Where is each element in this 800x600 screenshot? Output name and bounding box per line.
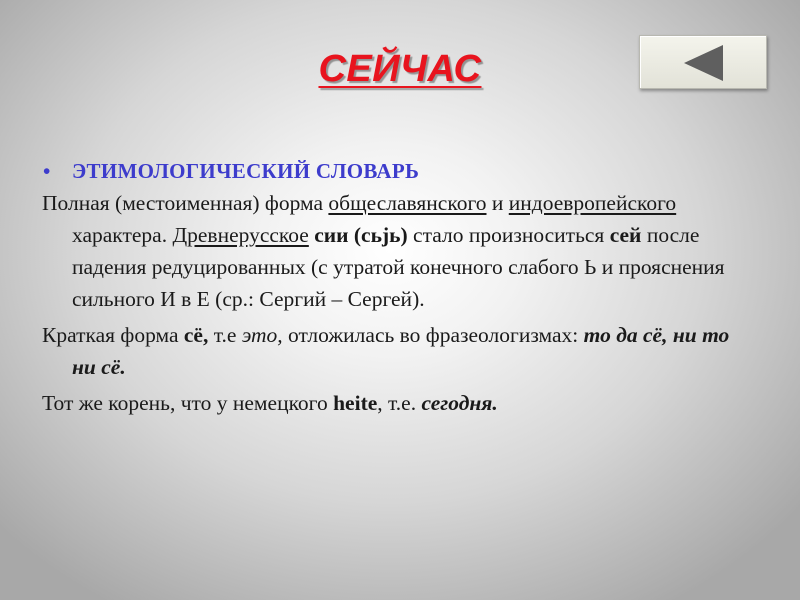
paragraph-full-form: [42, 187, 742, 315]
back-button[interactable]: [639, 35, 767, 89]
text: Тот же корень, что у немецкого: [42, 391, 334, 415]
term-indo-european: индоевропейского: [508, 191, 677, 215]
text: Полная (местоименная) форма: [42, 191, 329, 215]
term-common-slavic: общеславянского: [328, 191, 487, 215]
paragraph-short-form: [42, 319, 742, 383]
word-eto: это,: [241, 323, 283, 347]
word-sii: сии (сьјь): [314, 223, 408, 247]
text: и: [486, 191, 509, 215]
text: характера.: [72, 223, 173, 247]
word-sei: сей: [609, 223, 642, 247]
word-heite: heite: [333, 391, 378, 415]
text: стало произноситься: [407, 223, 610, 247]
text: Краткая форма: [42, 323, 184, 347]
paragraph-root: [42, 387, 742, 419]
word-segodnya: сегодня.: [421, 391, 498, 415]
slide-title: СЕЙЧАС: [318, 48, 482, 90]
slide-content: [42, 155, 742, 419]
text: , т.е.: [377, 391, 422, 415]
bullet-dot: •: [43, 159, 51, 183]
word-se: сё,: [183, 323, 209, 347]
bullet-text: ЭТИМОЛОГИЧЕСКИЙ СЛОВАРЬ: [72, 159, 420, 183]
bullet-item: [42, 155, 742, 187]
text: отложилась во фразеологизмах:: [282, 323, 584, 347]
term-old-russian: Древнерусское: [172, 223, 309, 247]
triangle-left-icon: [682, 43, 726, 83]
text: т.е: [208, 323, 242, 347]
text: после падения редуцированных (с утратой конечного слабого Ь и прояснения сильного И в Е (ср.: Сергий – Сергей).: [72, 223, 725, 311]
idiom-examples: то да сё, ни то ни сё.: [72, 323, 730, 379]
